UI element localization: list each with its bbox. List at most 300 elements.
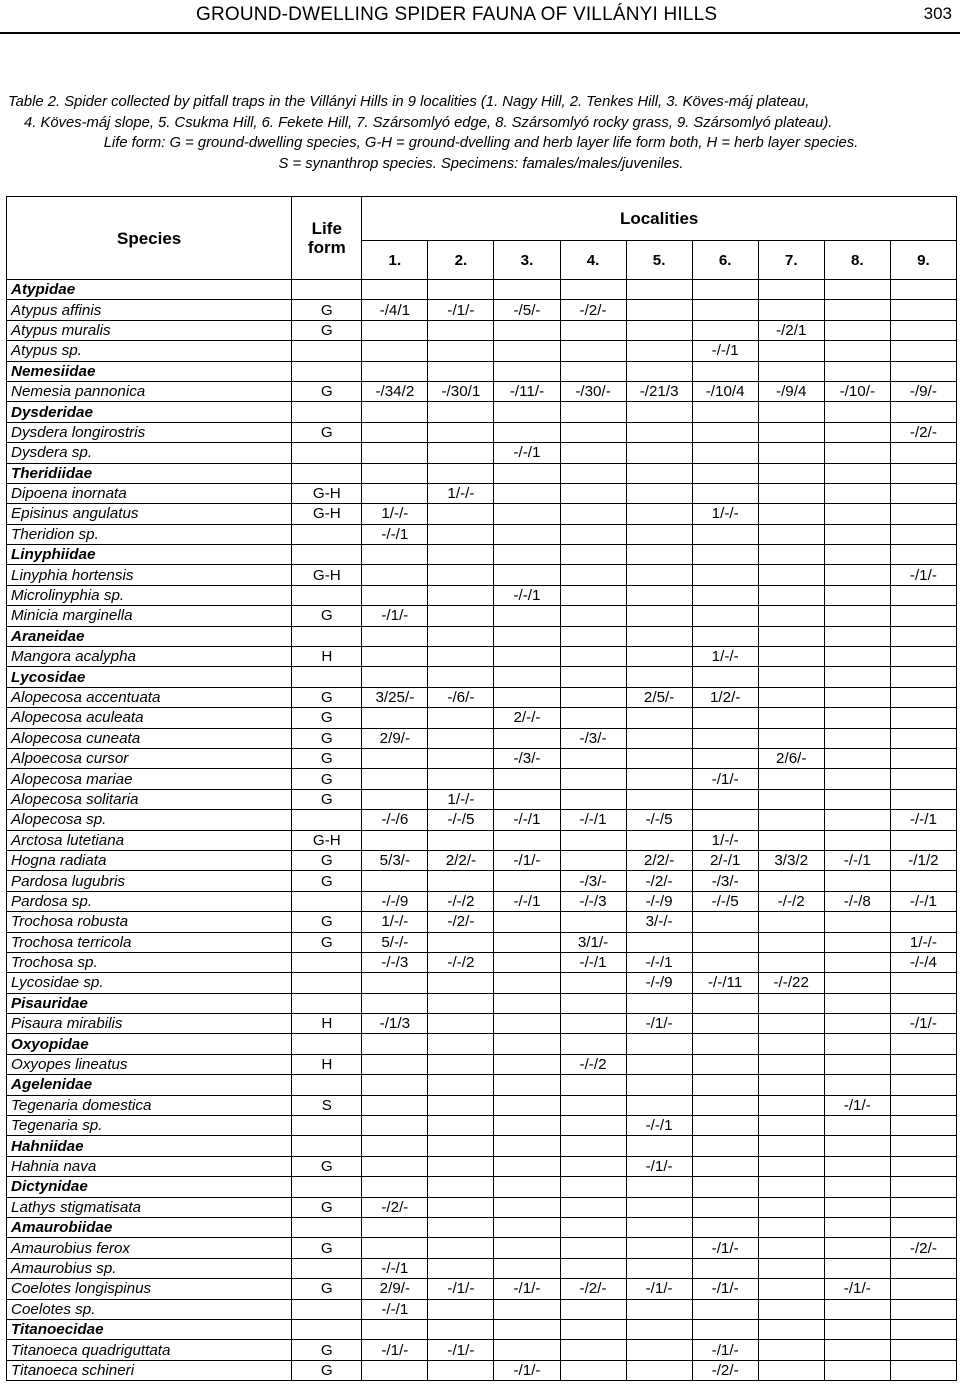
locality-6-cell (692, 1177, 758, 1197)
header-rule (0, 32, 960, 34)
species-name: Tegenaria sp. (7, 1116, 292, 1136)
locality-7-cell (758, 1054, 824, 1074)
locality-9-cell (890, 361, 956, 381)
locality-2-cell (428, 1319, 494, 1339)
locality-6-cell: -/1/- (692, 1238, 758, 1258)
locality-8-cell (824, 993, 890, 1013)
locality-8-cell (824, 932, 890, 952)
locality-1-cell: -/-/6 (362, 810, 428, 830)
locality-9-cell (890, 789, 956, 809)
locality-3-cell (494, 626, 560, 646)
locality-2-cell (428, 708, 494, 728)
locality-4-cell (560, 748, 626, 768)
locality-6-cell: -/-/5 (692, 891, 758, 911)
locality-1-cell: -/2/- (362, 1197, 428, 1217)
locality-1-cell (362, 626, 428, 646)
locality-3-cell: -/11/- (494, 381, 560, 401)
family-row (7, 667, 957, 687)
locality-4-cell (560, 545, 626, 565)
locality-8-cell (824, 1258, 890, 1278)
locality-9-cell (890, 993, 956, 1013)
life-form-cell (292, 1319, 362, 1339)
locality-8-cell: -/-/8 (824, 891, 890, 911)
life-form-cell (292, 341, 362, 361)
locality-7-cell (758, 300, 824, 320)
locality-5-cell (626, 647, 692, 667)
locality-7-cell: -/2/1 (758, 320, 824, 340)
family-name: Agelenidae (7, 1075, 292, 1095)
locality-4-cell: -/2/- (560, 300, 626, 320)
locality-7-cell (758, 402, 824, 422)
locality-4-cell (560, 1177, 626, 1197)
table-row (7, 1238, 957, 1258)
species-name: Trochosa robusta (7, 912, 292, 932)
locality-5-cell (626, 993, 692, 1013)
species-name: Alopecosa solitaria (7, 789, 292, 809)
locality-4-cell (560, 1319, 626, 1339)
life-form-cell (292, 1177, 362, 1197)
locality-7-cell (758, 912, 824, 932)
locality-7-cell (758, 830, 824, 850)
locality-9-cell: -/-/4 (890, 952, 956, 972)
locality-8-cell (824, 443, 890, 463)
locality-2-cell: 1/-/- (428, 789, 494, 809)
locality-8-cell (824, 1116, 890, 1136)
locality-5-cell: -/1/- (626, 1014, 692, 1034)
locality-4-cell (560, 341, 626, 361)
species-name: Coelotes longispinus (7, 1279, 292, 1299)
locality-1-cell (362, 1156, 428, 1176)
species-name: Atypus muralis (7, 320, 292, 340)
species-name: Hogna radiata (7, 850, 292, 870)
locality-7-cell (758, 1156, 824, 1176)
locality-7-cell (758, 769, 824, 789)
life-form-cell: G (292, 1156, 362, 1176)
locality-6-cell (692, 483, 758, 503)
family-row (7, 1319, 957, 1339)
locality-4-cell (560, 1258, 626, 1278)
species-name: Trochosa sp. (7, 952, 292, 972)
life-form-cell: G (292, 769, 362, 789)
locality-5-cell (626, 443, 692, 463)
family-row (7, 463, 957, 483)
locality-4-cell (560, 769, 626, 789)
locality-5-cell (626, 708, 692, 728)
locality-3-cell: -/3/- (494, 748, 560, 768)
locality-4-cell (560, 1116, 626, 1136)
running-title: GROUND-DWELLING SPIDER FAUNA OF VILLÁNYI HILLS (196, 4, 718, 25)
locality-7-cell (758, 463, 824, 483)
locality-9-cell (890, 443, 956, 463)
locality-9-cell (890, 1177, 956, 1197)
life-form-cell: G (292, 300, 362, 320)
locality-8-cell (824, 789, 890, 809)
locality-2-cell (428, 402, 494, 422)
locality-6-cell: -/1/- (692, 1340, 758, 1360)
life-form-cell (292, 443, 362, 463)
locality-6-cell (692, 1319, 758, 1339)
life-form-cell: G (292, 422, 362, 442)
locality-number-header: 8. (824, 241, 890, 280)
locality-2-cell (428, 871, 494, 891)
locality-3-cell (494, 463, 560, 483)
locality-7-cell: -/9/4 (758, 381, 824, 401)
locality-1-cell: -/-/1 (362, 524, 428, 544)
locality-2-cell (428, 422, 494, 442)
species-name: Atypus affinis (7, 300, 292, 320)
species-name: Trochosa terricola (7, 932, 292, 952)
species-name: Alpoecosa cursor (7, 748, 292, 768)
locality-7-cell (758, 1360, 824, 1380)
locality-7-cell (758, 932, 824, 952)
locality-4-cell: -/2/- (560, 1279, 626, 1299)
life-form-cell (292, 361, 362, 381)
locality-6-cell (692, 728, 758, 748)
locality-1-cell: 2/9/- (362, 1279, 428, 1299)
locality-2-cell (428, 748, 494, 768)
locality-5-cell: -/2/- (626, 871, 692, 891)
locality-6-cell (692, 789, 758, 809)
locality-7-cell (758, 361, 824, 381)
locality-number-header: 2. (428, 241, 494, 280)
locality-1-cell (362, 585, 428, 605)
locality-6-cell: 2/-/1 (692, 850, 758, 870)
locality-3-cell (494, 728, 560, 748)
life-form-cell (292, 1136, 362, 1156)
locality-7-cell: 2/6/- (758, 748, 824, 768)
locality-2-cell (428, 769, 494, 789)
locality-3-cell (494, 973, 560, 993)
locality-5-cell (626, 748, 692, 768)
locality-6-cell (692, 565, 758, 585)
locality-6-cell (692, 1075, 758, 1095)
locality-3-cell (494, 769, 560, 789)
locality-9-cell (890, 320, 956, 340)
locality-1-cell (362, 463, 428, 483)
table-row (7, 320, 957, 340)
species-name: Minicia marginella (7, 606, 292, 626)
locality-5-cell (626, 341, 692, 361)
locality-1-cell (362, 871, 428, 891)
table-row (7, 422, 957, 442)
life-form-cell: G (292, 381, 362, 401)
species-name: Alopecosa sp. (7, 810, 292, 830)
locality-1-cell (362, 789, 428, 809)
life-form-cell (292, 545, 362, 565)
locality-7-cell (758, 1279, 824, 1299)
locality-5-cell (626, 667, 692, 687)
locality-4-cell: -/3/- (560, 871, 626, 891)
species-name: Atypus sp. (7, 341, 292, 361)
locality-7-cell: -/-/22 (758, 973, 824, 993)
locality-8-cell: -/-/1 (824, 850, 890, 870)
locality-3-cell (494, 1177, 560, 1197)
life-form-cell: H (292, 647, 362, 667)
locality-3-cell (494, 871, 560, 891)
table-row (7, 830, 957, 850)
locality-7-cell: -/-/2 (758, 891, 824, 911)
locality-4-cell (560, 647, 626, 667)
locality-7-cell (758, 1177, 824, 1197)
locality-5-cell (626, 606, 692, 626)
locality-9-cell (890, 1156, 956, 1176)
table-row (7, 443, 957, 463)
life-form-cell: G (292, 789, 362, 809)
locality-1-cell (362, 402, 428, 422)
locality-9-cell (890, 871, 956, 891)
life-form-cell: S (292, 1095, 362, 1115)
locality-9-cell: -/1/- (890, 565, 956, 585)
table-row (7, 585, 957, 605)
locality-3-cell (494, 320, 560, 340)
locality-9-cell (890, 280, 956, 300)
locality-6-cell (692, 1299, 758, 1319)
locality-1-cell: -/-/3 (362, 952, 428, 972)
locality-4-cell (560, 443, 626, 463)
locality-1-cell (362, 483, 428, 503)
life-header-text: Life (311, 219, 342, 238)
locality-5-cell (626, 1095, 692, 1115)
family-row (7, 626, 957, 646)
species-name: Dipoena inornata (7, 483, 292, 503)
life-form-cell (292, 810, 362, 830)
family-row (7, 993, 957, 1013)
locality-2-cell (428, 1136, 494, 1156)
locality-8-cell (824, 1319, 890, 1339)
locality-2-cell (428, 524, 494, 544)
family-name: Dictynidae (7, 1177, 292, 1197)
locality-3-cell: -/-/1 (494, 443, 560, 463)
species-table (6, 196, 957, 1381)
locality-2-cell: -/1/- (428, 1279, 494, 1299)
locality-3-cell (494, 1054, 560, 1074)
locality-6-cell (692, 545, 758, 565)
table-row (7, 504, 957, 524)
locality-3-cell (494, 606, 560, 626)
locality-9-cell (890, 769, 956, 789)
locality-1-cell (362, 1217, 428, 1237)
locality-8-cell (824, 1156, 890, 1176)
locality-2-cell (428, 1177, 494, 1197)
locality-2-cell: -/-/2 (428, 891, 494, 911)
locality-number-header: 5. (626, 241, 692, 280)
life-form-cell (292, 626, 362, 646)
locality-9-cell (890, 647, 956, 667)
locality-5-cell (626, 1217, 692, 1237)
locality-1-cell: -/34/2 (362, 381, 428, 401)
locality-2-cell (428, 626, 494, 646)
locality-2-cell (428, 606, 494, 626)
table-row (7, 973, 957, 993)
family-row (7, 1217, 957, 1237)
life-form-cell: H (292, 1014, 362, 1034)
locality-4-cell (560, 850, 626, 870)
species-name: Oxyopes lineatus (7, 1054, 292, 1074)
locality-5-cell (626, 830, 692, 850)
locality-9-cell: -/-/1 (890, 891, 956, 911)
locality-4-cell (560, 1299, 626, 1319)
locality-9-cell (890, 1197, 956, 1217)
locality-2-cell (428, 585, 494, 605)
locality-2-cell (428, 1034, 494, 1054)
locality-4-cell: 3/1/- (560, 932, 626, 952)
locality-7-cell (758, 952, 824, 972)
locality-7-cell (758, 1075, 824, 1095)
locality-8-cell (824, 769, 890, 789)
locality-2-cell (428, 1095, 494, 1115)
locality-5-cell (626, 1258, 692, 1278)
locality-8-cell (824, 667, 890, 687)
locality-7-cell (758, 1258, 824, 1278)
locality-1-cell (362, 1034, 428, 1054)
life-form-column-header (292, 197, 362, 280)
table-row (7, 789, 957, 809)
family-name: Nemesiidae (7, 361, 292, 381)
table-row (7, 524, 957, 544)
locality-1-cell (362, 1360, 428, 1380)
family-name: Pisauridae (7, 993, 292, 1013)
locality-2-cell (428, 504, 494, 524)
locality-9-cell (890, 912, 956, 932)
locality-3-cell (494, 1217, 560, 1237)
locality-1-cell (362, 1054, 428, 1074)
locality-6-cell: 1/-/- (692, 647, 758, 667)
locality-1-cell (362, 1238, 428, 1258)
locality-3-cell (494, 932, 560, 952)
locality-5-cell (626, 1075, 692, 1095)
family-name: Linyphiidae (7, 545, 292, 565)
life-form-cell (292, 973, 362, 993)
locality-5-cell (626, 1197, 692, 1217)
locality-9-cell (890, 1319, 956, 1339)
family-row (7, 1034, 957, 1054)
locality-6-cell (692, 1258, 758, 1278)
locality-8-cell (824, 810, 890, 830)
life-form-cell: G (292, 708, 362, 728)
species-name: Titanoeca quadriguttata (7, 1340, 292, 1360)
locality-8-cell (824, 1238, 890, 1258)
locality-1-cell (362, 361, 428, 381)
species-name: Dysdera longirostris (7, 422, 292, 442)
locality-1-cell: 1/-/- (362, 912, 428, 932)
page-header (0, 0, 960, 34)
locality-6-cell (692, 320, 758, 340)
locality-9-cell: -/1/- (890, 1014, 956, 1034)
locality-2-cell (428, 1156, 494, 1176)
life-form-cell: G (292, 687, 362, 707)
table-row (7, 708, 957, 728)
locality-6-cell (692, 280, 758, 300)
locality-2-cell (428, 361, 494, 381)
locality-5-cell (626, 524, 692, 544)
locality-3-cell (494, 483, 560, 503)
life-form-cell: G (292, 1197, 362, 1217)
locality-3-cell (494, 524, 560, 544)
locality-2-cell (428, 1054, 494, 1074)
locality-9-cell: -/2/- (890, 422, 956, 442)
locality-6-cell (692, 993, 758, 1013)
locality-3-cell (494, 1197, 560, 1217)
table-row (7, 912, 957, 932)
locality-3-cell (494, 830, 560, 850)
life-form-cell (292, 667, 362, 687)
species-name: Alopecosa aculeata (7, 708, 292, 728)
life-form-cell: G (292, 320, 362, 340)
locality-9-cell (890, 1360, 956, 1380)
locality-9-cell (890, 585, 956, 605)
locality-5-cell (626, 1238, 692, 1258)
species-name: Dysdera sp. (7, 443, 292, 463)
locality-4-cell (560, 606, 626, 626)
species-name: Microlinyphia sp. (7, 585, 292, 605)
locality-3-cell (494, 402, 560, 422)
locality-6-cell (692, 708, 758, 728)
locality-7-cell (758, 1136, 824, 1156)
locality-4-cell (560, 361, 626, 381)
caption-line: 4. Köves-máj slope, 5. Csukma Hill, 6. Fekete Hill, 7. Szársomlyó edge, 8. Szársomlyó rocky grass, 9. Szársomlyó plateau). (24, 114, 833, 131)
species-column-header: Species (7, 197, 292, 280)
locality-6-cell (692, 300, 758, 320)
locality-6-cell (692, 422, 758, 442)
locality-4-cell: -/-/1 (560, 952, 626, 972)
species-name: Lathys stigmatisata (7, 1197, 292, 1217)
locality-3-cell (494, 687, 560, 707)
table-row (7, 1279, 957, 1299)
locality-9-cell (890, 402, 956, 422)
locality-7-cell (758, 565, 824, 585)
locality-number-header: 3. (494, 241, 560, 280)
locality-7-cell (758, 1095, 824, 1115)
locality-1-cell: 5/-/- (362, 932, 428, 952)
locality-5-cell (626, 280, 692, 300)
locality-1-cell (362, 667, 428, 687)
life-form-cell (292, 524, 362, 544)
locality-8-cell (824, 728, 890, 748)
locality-9-cell (890, 708, 956, 728)
locality-2-cell (428, 341, 494, 361)
locality-2-cell (428, 973, 494, 993)
table-row (7, 341, 957, 361)
table-row (7, 891, 957, 911)
locality-5-cell: -/1/- (626, 1156, 692, 1176)
family-name: Atypidae (7, 280, 292, 300)
locality-5-cell (626, 626, 692, 646)
locality-8-cell (824, 504, 890, 524)
locality-6-cell: -/1/- (692, 1279, 758, 1299)
table-caption (8, 92, 954, 174)
locality-6-cell (692, 1116, 758, 1136)
locality-5-cell: 2/5/- (626, 687, 692, 707)
table-row (7, 565, 957, 585)
locality-5-cell (626, 1177, 692, 1197)
locality-7-cell (758, 810, 824, 830)
life-form-cell (292, 280, 362, 300)
table-row (7, 1197, 957, 1217)
locality-5-cell (626, 300, 692, 320)
locality-3-cell (494, 952, 560, 972)
locality-3-cell: -/1/- (494, 1279, 560, 1299)
locality-6-cell (692, 585, 758, 605)
locality-9-cell: -/2/- (890, 1238, 956, 1258)
species-name: Episinus angulatus (7, 504, 292, 524)
species-name: Alopecosa cuneata (7, 728, 292, 748)
locality-7-cell (758, 1014, 824, 1034)
family-name: Amaurobiidae (7, 1217, 292, 1237)
table-row (7, 300, 957, 320)
locality-5-cell: -/21/3 (626, 381, 692, 401)
locality-5-cell (626, 402, 692, 422)
locality-1-cell (362, 973, 428, 993)
